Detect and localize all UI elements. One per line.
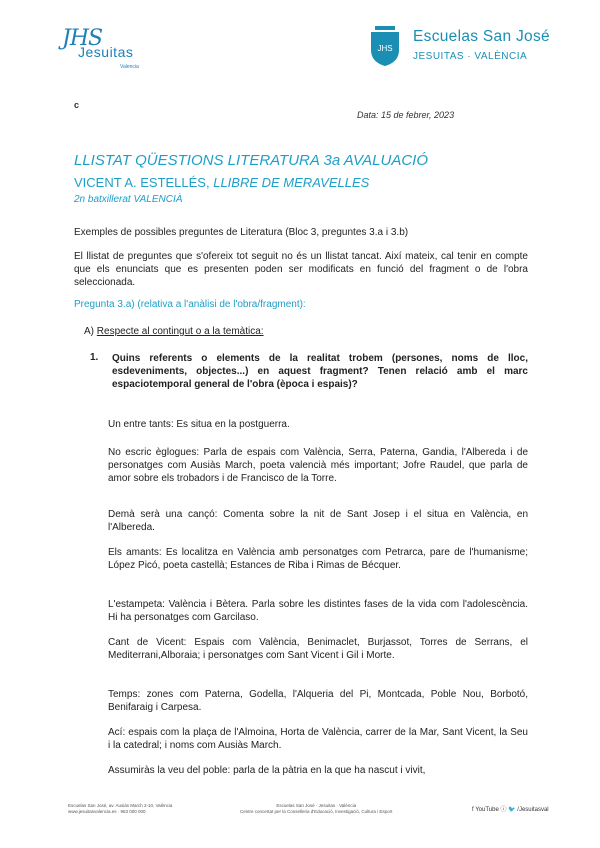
jesuitas-wordmark: Jesuitas [78, 44, 134, 60]
course-level: 2n batxillerat VALENCIÀ [74, 194, 183, 205]
section-a-label: Respecte al contingut o a la temàtica: [96, 326, 264, 337]
footer-left [68, 803, 172, 815]
section-a-heading [84, 326, 264, 337]
author-name: VICENT A. ESTELLÉS, [74, 175, 214, 190]
school-name: Escuelas San José [413, 28, 550, 45]
footer-social-links[interactable]: f YouTube ⓘ 🐦 /Jesuitasval [472, 807, 549, 813]
answer-paragraph: Cant de Vicent: Espais com València, Benimaclet, Burjassot, Torres de Serrans, el Mediterrani,Alboraia; i personatges com Sant Vicent i Gil i Morte. [108, 637, 528, 661]
footer-note: Centre concertat per la Conselleria d'Educació, Investigació, Cultura i Esport [240, 809, 393, 814]
answer-paragraph: Els amants: Es localitza en València amb personatges com Petrarca, pare de l'humanisme; López Picó, poeta castellà; Estances de Riba i Rimas de Bécquer. [108, 547, 528, 571]
footer-website: www.jesuitasvalencia.es · 963 000 000 [68, 809, 146, 814]
answer-paragraph: Demà serà una cançó: Comenta sobre la nit de Sant Josep i el situa en València, en l'Albereda. [108, 509, 528, 533]
answer-paragraph: Temps: zones com Paterna, Godella, l'Alqueria del Pi, Montcada, Poble Nou, Borbotó, Benifaraig i Carpesa. [108, 689, 528, 713]
footer-center [240, 803, 392, 815]
document-date: Data: 15 de febrer, 2023 [357, 110, 455, 120]
corner-mark: c [74, 100, 80, 110]
intro-paragraph-2: El llistat de preguntes que s'ofereix tot seguit no és un llistat tancat. Així mateix, cal tenir en compte que els enunciats que es presenten poden ser modificats en funció del fragment o de l'obra seleccionada. [74, 251, 528, 288]
work-title: LLIBRE DE MERAVELLES [213, 175, 370, 190]
footer-org: Escuelas San José · Jesuitas · València [276, 803, 357, 808]
question-3a-heading: Pregunta 3.a) (relativa a l'anàlisi de l'obra/fragment): [74, 299, 306, 310]
document-subtitle [74, 175, 369, 190]
jhs-monogram: JHS [62, 26, 103, 51]
answer-paragraph: Ací: espais com la plaça de l'Almoina, Horta de València, carrer de la Mar, Sant Vicent, la Seu i la catedral; i noms com Ausiàs March. [108, 727, 528, 751]
answer-paragraph: Assumiràs la veu del poble: parla de la pàtria en la que ha nascut i vivit, [108, 765, 426, 776]
section-a-letter: A) [84, 326, 97, 337]
answer-paragraph: No escric èglogues: Parla de espais com València, Serra, Paterna, Gandia, l'Albereda i de personatges com Ausiàs March, poeta valencià més important; Jofre Raudel, que parla de amor sobre els trobadors i de Francisco de la Torre. [108, 447, 528, 484]
intro-paragraph-1: Exemples de possibles preguntes de Literatura (Bloc 3, preguntes 3.a i 3.b) [74, 227, 409, 238]
school-shield-icon [363, 24, 407, 68]
school-logo [363, 24, 563, 74]
shield-text: JHS [377, 44, 393, 53]
document-title: LLISTAT QÜESTIONS LITERATURA 3a AVALUACIÓ [74, 152, 428, 169]
question-1-text: Quins referents o elements de la realitat trobem (persones, noms de lloc, esdeveniments, objectes...) en aquest fragment? Tenen relació amb el marc espaciotemporal general de l'obra (època i espais)? [112, 353, 528, 390]
footer-address: Escuelas San José, av. Ausiàs March 2-10, València [68, 803, 173, 808]
question-1-number: 1. [90, 352, 99, 363]
jesuitas-logo [62, 26, 152, 74]
jesuitas-sub: Valencia [120, 64, 139, 70]
answer-paragraph: L'estampeta: València i Bètera. Parla sobre les distintes fases de la vida com l'adolescència. Hi ha personatges com Garcilaso. [108, 599, 528, 623]
answer-paragraph: Un entre tants: Es situa en la postguerra. [108, 419, 290, 430]
school-subtitle: JESUITAS · VALÈNCIA [413, 51, 528, 62]
